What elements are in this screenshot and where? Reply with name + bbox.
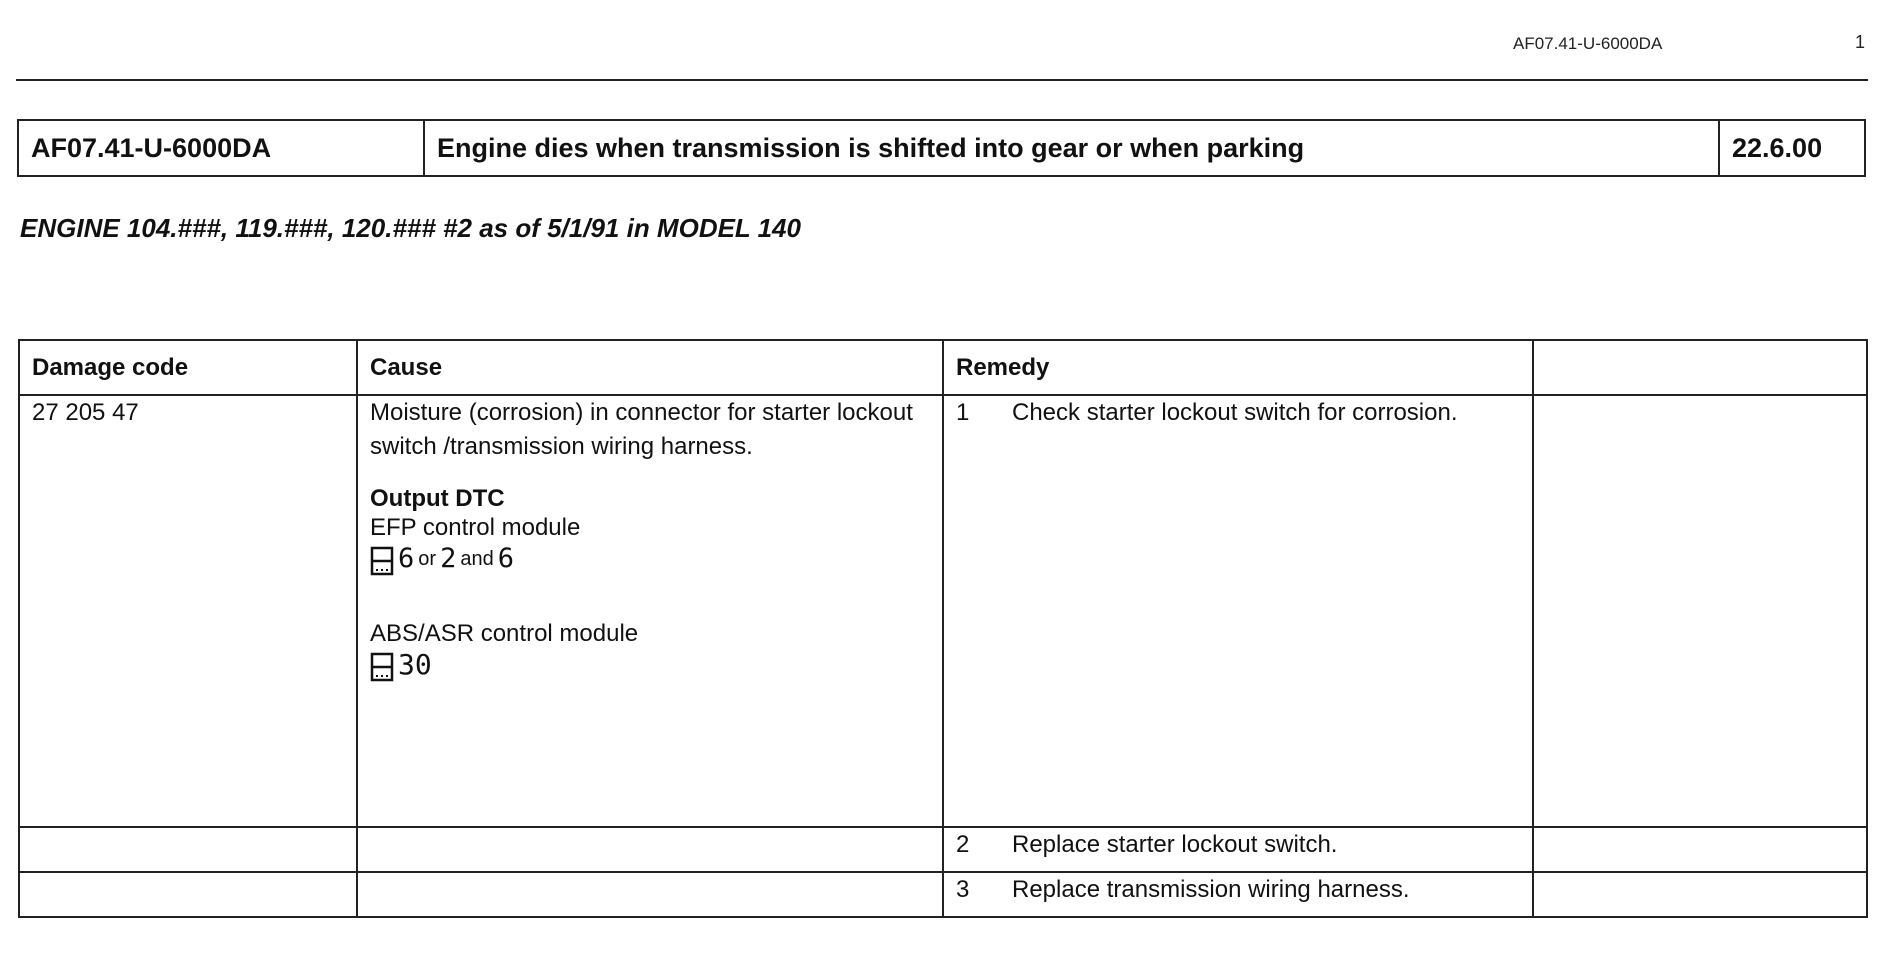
table-row	[19, 872, 1867, 917]
lcd-display-icon	[370, 652, 394, 682]
abs-dtc-code	[370, 648, 432, 682]
efp-code-3: 6	[497, 543, 514, 574]
remedy-cell	[943, 395, 1533, 827]
header-remedy: Remedy	[943, 340, 1533, 395]
table-row	[19, 395, 1867, 827]
damage-code-cell: 27 205 47	[19, 395, 357, 827]
remedy-step-text: Check starter lockout switch for corrosion.	[1012, 399, 1458, 426]
cause-cell	[357, 827, 943, 872]
header-doc-id: AF07.41-U-6000DA	[1513, 34, 1663, 53]
remedy-step-text: Replace transmission wiring harness.	[1012, 876, 1410, 903]
remedy-step	[956, 396, 1520, 430]
table-header-row	[19, 340, 1867, 395]
abs-code: 30	[398, 648, 432, 681]
remedy-step-number: 3	[956, 876, 970, 903]
engine-applicability: ENGINE 104.###, 119.###, 120.### #2 as of 5/1/91 in MODEL 140	[20, 213, 801, 243]
title-doc-id: AF07.41-U-6000DA	[19, 121, 425, 175]
page-number: 1	[1855, 32, 1866, 52]
lcd-display-icon	[370, 546, 394, 576]
efp-label: EFP control module	[370, 514, 581, 541]
efp-dtc-codes	[370, 542, 514, 576]
efp-code-1: 6	[398, 543, 415, 574]
cause-text: Moisture (corrosion) in connector for starter lockout switch /transmission wiring harness.	[370, 399, 913, 460]
table-row	[19, 827, 1867, 872]
remedy-step-number: 1	[956, 399, 970, 426]
efp-or-text: or	[418, 548, 437, 570]
cause-cell	[357, 872, 943, 917]
header-divider	[16, 79, 1868, 81]
document-title: Engine dies when transmission is shifted into gear or when parking	[425, 121, 1720, 175]
header-damage-code: Damage code	[19, 340, 357, 395]
remedy-step-text: Replace starter lockout switch.	[1012, 831, 1338, 858]
cause-cell	[357, 395, 943, 827]
output-dtc-label: Output DTC	[370, 485, 505, 512]
blank-cell	[1533, 827, 1867, 872]
damage-table	[18, 339, 1868, 918]
blank-cell	[1533, 872, 1867, 917]
abs-label: ABS/ASR control module	[370, 620, 639, 647]
document-date: 22.6.00	[1732, 132, 1823, 163]
damage-code-cell	[19, 827, 357, 872]
damage-code-cell	[19, 872, 357, 917]
efp-and-text: and	[460, 548, 494, 570]
header-blank	[1533, 340, 1867, 395]
header-cause: Cause	[357, 340, 943, 395]
remedy-cell	[943, 872, 1533, 917]
remedy-step	[956, 828, 1520, 862]
remedy-cell	[943, 827, 1533, 872]
efp-code-2: 2	[440, 543, 457, 574]
remedy-step	[956, 873, 1520, 907]
blank-cell	[1533, 395, 1867, 827]
title-box	[17, 119, 1866, 177]
remedy-step-number: 2	[956, 831, 970, 858]
